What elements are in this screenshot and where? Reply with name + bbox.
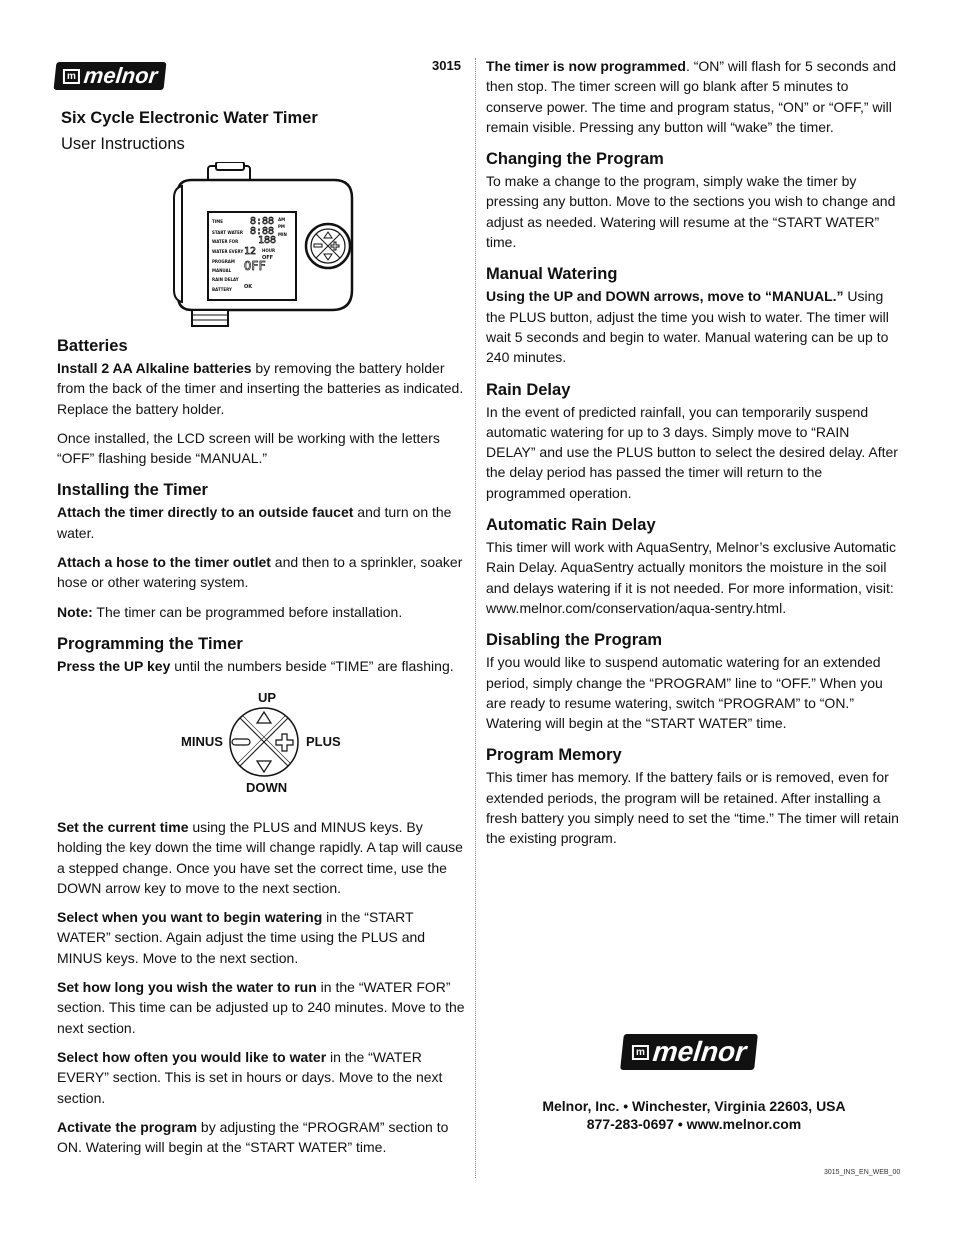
- footer-phone-web: 877-283-0697 • www.melnor.com: [586, 1116, 802, 1132]
- step-5-rest: by adjusting the “PROGRAM” section to ON. Watering will begin at the “START WATER” time.: [57, 1118, 449, 1156]
- step-1-bold: Set the current time: [57, 819, 189, 835]
- lcd-hour-label: HOUR: [262, 248, 276, 253]
- batteries-p1-bold: Install 2 AA Alkaline batteries: [57, 360, 252, 376]
- installing-p2-rest: and then to a sprinkler, soaker hose or other watering system.: [57, 554, 463, 591]
- programmed-bold: The timer is now programmed: [486, 58, 686, 74]
- document-code: 3015_INS_EN_WEB_00: [824, 1169, 901, 1176]
- step-3-bold: Set how long you wish the water to run: [57, 979, 317, 996]
- step-2-rest: in the “START WATER” section. Again adjust the time using the PLUS and MINUS keys. Move to the next section.: [57, 909, 426, 966]
- lcd-pm: PM: [278, 224, 285, 229]
- lcd-label-start-water: START WATER: [212, 230, 243, 235]
- keypad-label-up: UP: [258, 690, 277, 705]
- heading-manual: Manual Watering: [486, 265, 618, 284]
- lcd-digits-start: 8:88: [250, 226, 275, 237]
- left-column-upper: [57, 336, 465, 685]
- lcd-digits-hour: 12: [244, 246, 257, 257]
- step-2: [57, 907, 467, 968]
- step-1-rest: using the PLUS and MINUS keys. By holding the key down the time will change rapidly. A tap will cause a stepped change. Once you have set the correct time, use the DOWN arrow key to move to the next section.: [57, 819, 463, 896]
- footer-address-line: Melnor, Inc. • Winchester, Virginia 22603, USA: [542, 1098, 846, 1114]
- heading-programming: Programming the Timer: [57, 634, 243, 653]
- lcd-ok: OK: [244, 284, 253, 290]
- page-subtitle: User Instructions: [61, 135, 185, 153]
- keypad-label-plus: PLUS: [306, 734, 341, 749]
- auto-rain-delay-text: This timer will work with AquaSentry, Melnor’s exclusive Automatic Rain Delay. AquaSentry actually monitors the moisture in the soil and delays watering if it is not needed. For more information, visit: www.melnor.com/conservation/aqua-sentry.html.: [486, 539, 897, 616]
- lcd-label-rain-delay: RAIN DELAY: [212, 277, 239, 282]
- dial-icon: [306, 224, 350, 268]
- lcd-label-manual: MANUAL: [212, 268, 232, 273]
- step-2-bold: Select when you want to begin watering: [57, 909, 323, 926]
- lcd-digits-for: 188: [258, 235, 277, 246]
- melnor-logo-top: [54, 62, 167, 90]
- minus-icon: [232, 739, 250, 745]
- logo-m-icon: m: [63, 69, 80, 84]
- rain-delay-text: In the event of predicted rainfall, you can temporarily suspend automatic watering for up to 3 days. Simply move to “RAIN DELAY” and use the PLUS button to select the desired delay. After the delay period has passed the timer will return to the programmed operation.: [486, 403, 898, 501]
- manual-rest: Using the PLUS button, adjust the time you wish to water. The timer will wait 5 seconds and begin to water. Manual watering can be up to 240 minutes.: [486, 288, 889, 366]
- logo-wordmark: melnor: [82, 63, 159, 88]
- manual-text: [486, 286, 902, 367]
- step-4-bold: Select how often you would like to water: [57, 1048, 327, 1065]
- logo-m-icon: m: [632, 1045, 649, 1060]
- lcd-label-water-every: WATER EVERY: [212, 249, 244, 254]
- right-column: [486, 56, 902, 858]
- batteries-p1-rest: by removing the battery holder from the back of the timer and inserting the batteries as indicated. Replace the battery holder.: [57, 360, 464, 417]
- keypad-diagram: [176, 690, 346, 800]
- step-5-bold: Activate the program: [57, 1118, 198, 1135]
- lcd-label-program: PROGRAM: [212, 259, 235, 264]
- lcd-label-water-for: WATER FOR: [212, 239, 239, 244]
- programming-p1: [57, 656, 465, 676]
- installing-note-rest: The timer can be programmed before installation.: [92, 603, 403, 620]
- page-title: Six Cycle Electronic Water Timer: [61, 109, 318, 127]
- programmed-paragraph: [486, 56, 902, 137]
- installing-p1: [57, 502, 465, 543]
- left-column-steps: [57, 817, 467, 1166]
- installing-p2-bold: Attach a hose to the timer outlet: [57, 554, 271, 571]
- lcd-min: MIN: [278, 232, 287, 237]
- melnor-logo-bottom: [620, 1034, 758, 1070]
- programming-p1-bold: Press the UP key: [57, 657, 171, 674]
- batteries-p1: [57, 358, 465, 419]
- column-divider: [475, 58, 476, 1178]
- keypad-dial-icon: [228, 706, 300, 778]
- lcd-am: AM: [278, 217, 286, 222]
- step-3: [57, 977, 467, 1038]
- heading-disabling: Disabling the Program: [486, 631, 663, 650]
- heading-auto-rain-delay: Automatic Rain Delay: [486, 516, 656, 535]
- installing-p2: [57, 552, 465, 593]
- installing-p1-rest: and turn on the water.: [57, 504, 452, 541]
- manual-bold: Using the UP and DOWN arrows, move to “MANUAL.”: [486, 288, 844, 305]
- disabling-text: If you would like to suspend automatic watering for an extended period, simply change the “PROGRAM” line to “OFF.” When you are ready to resume watering, switch “PROGRAM” to “ON.” Watering will begin at the “START WATER” time.: [486, 654, 883, 732]
- installing-note-bold: Note:: [57, 603, 93, 620]
- programming-p1-rest: until the numbers beside “TIME” are flashing.: [170, 657, 454, 674]
- step-3-rest: in the “WATER FOR” section. This time can be adjusted up to 240 minutes. Move to the next section.: [57, 979, 465, 1036]
- lcd-off-small: OFF: [262, 255, 274, 261]
- lcd-label-battery: BATTERY: [212, 287, 232, 292]
- lcd-digits-time: 8:88: [250, 216, 275, 227]
- keypad-label-down: DOWN: [246, 780, 288, 795]
- heading-changing: Changing the Program: [486, 150, 664, 169]
- heading-memory: Program Memory: [486, 746, 622, 765]
- heading-rain-delay: Rain Delay: [486, 380, 571, 399]
- water-timer-illustration: [166, 162, 362, 330]
- logo-wordmark: melnor: [651, 1036, 748, 1067]
- heading-installing: Installing the Timer: [57, 481, 208, 500]
- step-4-rest: in the “WATER EVERY” section. This is set in hours or days. Move to the next section.: [57, 1048, 443, 1106]
- installing-note: [57, 602, 465, 622]
- lcd-off-big: OFF: [244, 259, 266, 273]
- keypad-label-minus: MINUS: [181, 734, 223, 749]
- heading-batteries: Batteries: [57, 337, 128, 355]
- changing-text: To make a change to the program, simply wake the timer by pressing any button. Move to the sections you wish to change and adjust as needed. Watering will resume at the “START WATER” time.: [486, 173, 896, 251]
- memory-text: This timer has memory. If the battery fails or is removed, even for extended periods, the program will be retained. After installing a fresh battery you simply need to set the “time.” The timer will retain the existing program.: [486, 769, 899, 847]
- footer-contact: [486, 1097, 902, 1133]
- lcd-label-time: TIME: [212, 219, 223, 224]
- installing-p1-bold: Attach the timer directly to an outside faucet: [57, 504, 354, 521]
- step-1: [57, 817, 467, 898]
- step-5: [57, 1117, 467, 1158]
- programmed-rest: . “ON” will flash for 5 seconds and then stop. The timer screen will go blank after 5 minutes to conserve power. The time and program status, “ON” or “OFF,” will remain visible. Pressing any button will “wake” the timer.: [486, 58, 897, 135]
- doc-number: 3015: [432, 58, 461, 73]
- batteries-p2: Once installed, the LCD screen will be working with the letters “OFF” flashing beside “MANUAL.”: [57, 429, 440, 467]
- step-4: [57, 1047, 467, 1108]
